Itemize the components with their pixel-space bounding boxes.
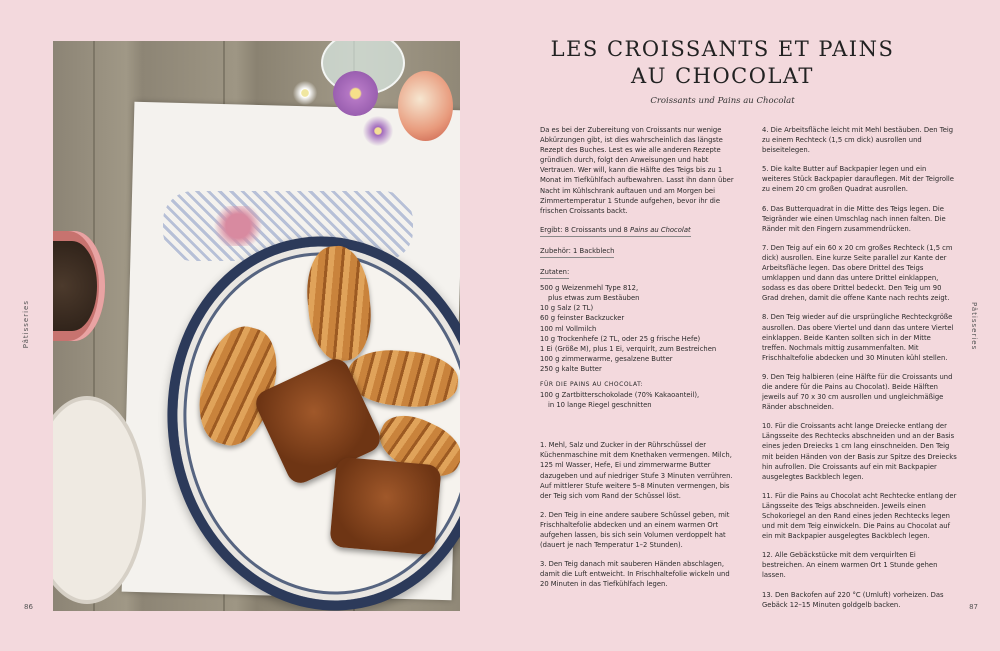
step: 3. Den Teig danach mit sauberen Händen abschlagen, damit die Luft entweicht. In Frischhaltefolie wickeln und 20 Minuten in das Tiefkühlfach legen. <box>540 560 730 589</box>
equipment: Zubehör: 1 Backblech <box>540 246 614 258</box>
title-line-1: LES CROISSANTS ET PAINS <box>550 37 895 61</box>
step: 9. Den Teig halbieren (eine Hälfte für die Croissants und die andere für die Pains au Chocolat). Beide Hälften jeweils auf 70 x 30 cm ausrollen und ungleichmäßige Ränder abschneiden. <box>762 372 953 412</box>
recipe-subtitle: Croissants und Pains au Chocolat <box>650 96 795 106</box>
step: 12. Alle Gebäckstücke mit dem verquirlten Ei bestreichen. An einem warmen Ort 1 Stunde gehen lassen. <box>762 551 938 580</box>
step: 8. Den Teig wieder auf die ursprüngliche Rechteckgröße ausrollen. Das obere Viertel und dann das untere Viertel einklappen. Beide Kanten sollten sich in der Mitte treffen. Nochmals mittig zusammenfalten. Mit Frischhaltefolie abdecken und 30 Minuten kühl stellen. <box>762 313 954 362</box>
ingredients-list <box>540 283 740 374</box>
step: 2. Den Teig in eine andere saubere Schüssel geben, mit Frischhaltefolie abdecken und an einem warmen Ort aufgehen lassen, bis sich sein Volumen verdoppelt hat (dauert je nach Temperatur 1–2 Stunden). <box>540 510 730 550</box>
ingredient: 100 g zimmerwarme, gesalzene Butter <box>540 354 673 363</box>
section-label-right: Pâtisseries <box>970 302 978 351</box>
ingredient: 500 g Weizenmehl Type 812, <box>540 284 639 293</box>
ingredient: 100 ml Vollmilch <box>540 324 597 333</box>
title-line-2: AU CHOCOLAT <box>631 64 814 88</box>
ingredient: 10 g Trockenhefe (2 TL, oder 25 g frische Hefe) <box>540 334 701 343</box>
ingredient: 60 g feinster Backzucker <box>540 314 625 323</box>
right-column <box>762 125 957 619</box>
section-label-left: Pâtisseries <box>22 300 30 349</box>
step: 10. Für die Croissants acht lange Dreiecke entlang der Längsseite des Rechtecks abschneiden und an der Basis eines jeden Dreiecks 1 cm lang einschneiden. Den Teig mit beiden Händen von der Basis zur Spitze des Dreiecks hin aufrollen. Die Croissants auf ein mit Backpapier ausgelegtes Backblech legen. <box>762 422 957 481</box>
recipe-title <box>540 36 905 90</box>
croissant-photo <box>53 41 460 611</box>
peach <box>398 71 453 141</box>
page-number-right: 87 <box>969 603 978 611</box>
intro-paragraph: Da es bei der Zubereitung von Croissants nur wenige Abkürzungen gibt, ist dies wahrscheinlich das längste Rezept des Buches. Lest es wie alle anderen Rezepte gründlich durch, folgt den Anweisungen und habt Vertrauen. Wer will, kann die Hälfte des Teigs bis zu 1 Monat im Tiefkühlfach aufbewahren. Lasst ihn dann über Nacht im Kühlschrank auftauen und am Morgen bei Zimmertemperatur 1 Stunde aufgehen, bevor ihr die frischen Croissants backt. <box>540 126 734 215</box>
step: 1. Mehl, Salz und Zucker in der Rührschüssel der Küchenmaschine mit dem Knethaken vermengen. Milch, 125 ml Wasser, Hefe, Ei und zimmerwarme Butter dazugeben und auf niedriger Stufe 3 Minuten verrühren. Auf mittlerer Stufe weitere 5–8 Minuten vermengen, bis der Teig sich vom Rand der Schüssel löst. <box>540 441 733 500</box>
step: 5. Die kalte Butter auf Backpapier legen und ein weiteres Stück Backpapier darauflegen. Mit der Teigrolle zu einem 20 cm großen Quadrat ausrollen. <box>762 165 954 194</box>
ingredient: 10 g Salz (2 TL) <box>540 304 594 313</box>
ingredient: in 10 lange Riegel geschnitten <box>548 401 652 410</box>
chocolate-ingredients <box>540 390 740 410</box>
ingredients-label: Zutaten: <box>540 267 569 279</box>
step: 7. Den Teig auf ein 60 x 20 cm großes Rechteck (1,5 cm dick) ausrollen. Eine kurze Seite parallel zur Kante der Arbeitsfläche legen. Das obere Drittel des Teigs umklappen und dann das untere Drittel einklappen, sodass es das obere Drittel bedeckt. Den Teig um 90 Grad drehen, damit die offene Kante nach rechts zeigt. <box>762 243 953 303</box>
yield: Ergibt: 8 Croissants und 8 Pains au Chocolat <box>540 225 691 237</box>
step: 13. Den Backofen auf 220 °C (Umluft) vorheizen. Das Gebäck 12–15 Minuten goldgelb backen. <box>762 590 944 609</box>
ingredient: plus etwas zum Bestäuben <box>548 294 640 303</box>
ingredient: 100 g Zartbitterschokolade (70% Kakaoanteil), <box>540 391 700 400</box>
step: 6. Das Butterquadrat in die Mitte des Teigs legen. Die Teigränder wie einen Umschlag nach innen falten. Die Ränder mit den Fingern zusammendrücken. <box>762 204 946 233</box>
step: 4. Die Arbeitsfläche leicht mit Mehl bestäuben. Den Teig zu einem Rechteck (1,5 cm dick) ausrollen und beiseitelegen. <box>762 126 954 155</box>
left-column <box>540 125 740 598</box>
pain-au-chocolat <box>329 457 441 556</box>
page-number-left: 86 <box>24 603 33 611</box>
step: 11. Für die Pains au Chocolat acht Rechtecke entlang der Längsseite des Teigs abschneiden. Jeweils einen Schokoriegel an den Rand eines jeden Rechtecks legen und mit dem Teig einwickeln. Die Pains au Chocolat auf ein mit Backpapier ausgelegtes Backblech legen. <box>762 491 957 541</box>
ingredient: 250 g kalte Butter <box>540 364 602 373</box>
ingredient: 1 Ei (Größe M), plus 1 Ei, verquirlt, zum Bestreichen <box>540 344 717 353</box>
chocolate-label: FÜR DIE PAINS AU CHOCOLAT: <box>540 380 644 388</box>
